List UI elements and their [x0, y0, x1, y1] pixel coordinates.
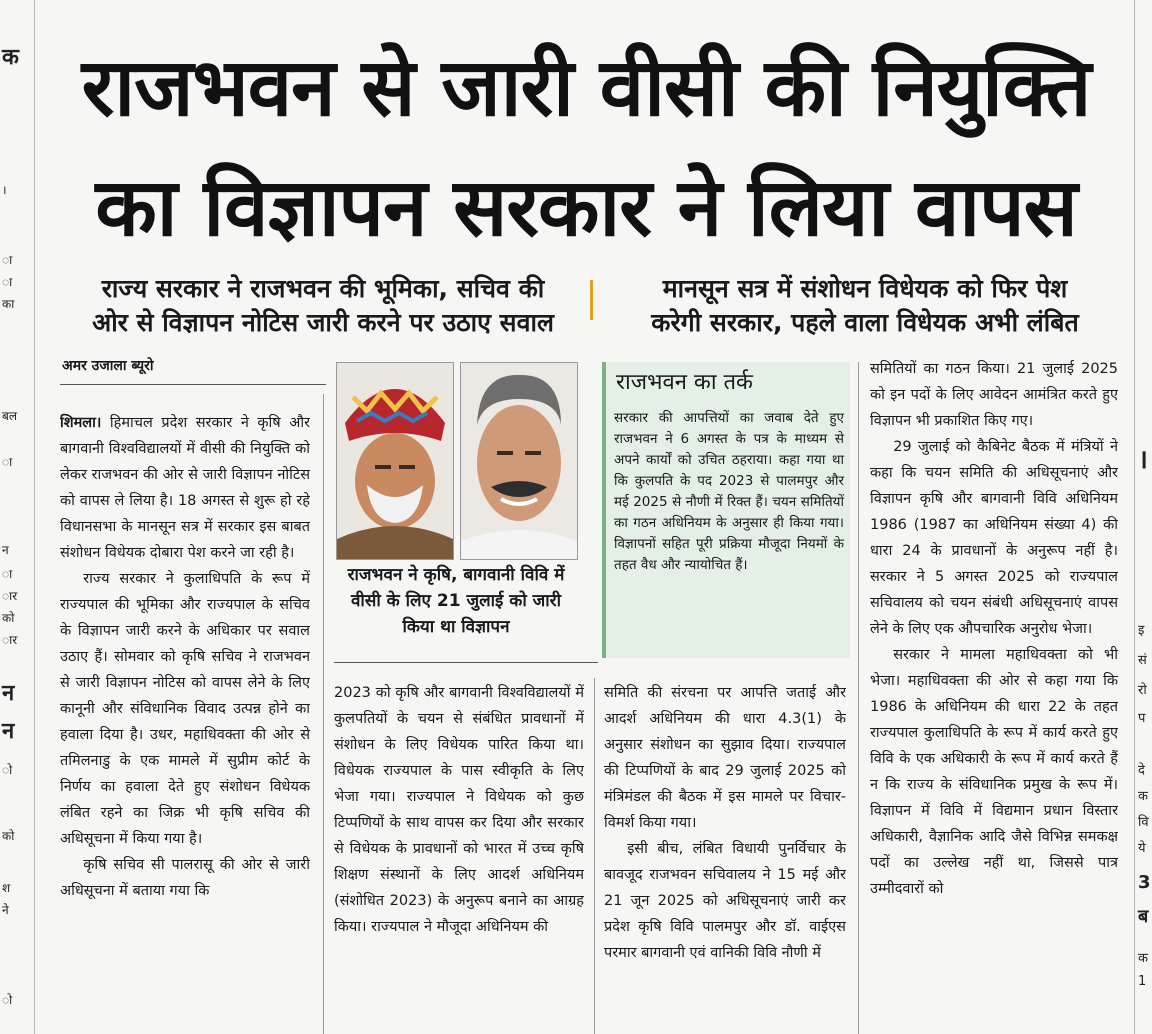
subhead-divider	[590, 280, 593, 320]
paragraph: समिति की संरचना पर आपत्ति जताई और आदर्श अधिनियम की धारा 4.3(1) के अनुसार संशोधन का सुझाव दिया। राज्यपाल की टिप्पणियों के बाद 29 जुलाई 2025 को मंत्रिमंडल की बैठक में इस मामले पर विचार-विमर्श किया गया।	[604, 685, 846, 831]
left-edge-frag: ने	[2, 903, 9, 917]
left-edge-frag: ा	[2, 275, 13, 289]
left-edge-frag: क	[2, 45, 19, 70]
portrait-illustration	[337, 363, 453, 559]
photo-caption: राजभवन ने कृषि, बागवानी विवि में वीसी के लिए 21 जुलाई को जारी किया था विज्ञापन	[347, 565, 565, 637]
right-edge-frag: इ	[1138, 623, 1145, 638]
byline: अमर उजाला ब्यूरो	[62, 358, 154, 374]
headline-line-2: का विज्ञापन सरकार ने लिया वापस	[95, 161, 1077, 254]
right-edge-frag: ।	[1138, 445, 1148, 475]
left-adjacent-column	[0, 0, 35, 1034]
box-body: सरकार की आपत्तियों का जवाब देते हुए राजभवन ने 6 अगस्त के पत्र के माध्यम से अपने कार्यों को उचित ठहराया। कहा गया था कि कुलपति के पद 2023 से पालमपुर और मई 2025 से नौणी में रिक्त हैं। चयन समितियों का गठन अधिनियम के अनुसार ही किया गया। विज्ञापनों सहित पूरी प्रक्रिया मौजूदा नियमों के तहत वैध और न्यायोचित हैं।	[614, 410, 844, 573]
column-divider	[858, 362, 859, 1034]
left-edge-frag: को	[2, 611, 15, 625]
caption-rule	[334, 662, 598, 663]
paragraph: 2023 को कृषि और बागवानी विश्वविद्यालयों में कुलपतियों के चयन से संबंधित प्रावधानों में संशोधन के लिए विधेयक पारित किया था। विधेयक राज्यपाल के पास स्वीकृति के लिए भेजा गया। राज्यपाल ने विधेयक को कुछ टिप्पणियों के साथ वापस कर दिया और सरकार से विधेयक के प्रावधानों को भारत में उच्च कृषि शिक्षण संस्थानों के लिए आदर्श अधिनियम (संशोधित 2023) के अनुरूप बनाने का आग्रह किया। राज्यपाल ने मौजूदा अधिनियम की	[334, 685, 584, 935]
column-divider	[323, 394, 324, 1034]
right-adjacent-column	[1134, 0, 1152, 1034]
subhead-right-line-2: करेगी सरकार, पहले वाला विधेयक अभी लंबित	[651, 308, 1079, 337]
left-edge-frag: श	[2, 881, 11, 895]
headline-line-1: राजभवन से जारी वीसी की नियुक्ति	[81, 41, 1091, 134]
subhead-left	[58, 272, 588, 340]
right-edge-frag: ब	[1138, 906, 1149, 927]
left-edge-frag: न	[2, 543, 9, 557]
lead-paragraph	[60, 410, 310, 566]
subhead-left-line-1: राज्य सरकार ने राजभवन की भूमिका, सचिव की	[101, 274, 545, 303]
left-edge-frag: ार	[2, 633, 18, 647]
paragraph: कृषि सचिव सी पालरासू की ओर से जारी अधिसूचना में बताया गया कि	[60, 857, 310, 899]
left-edge-frag: बल	[2, 409, 17, 423]
left-edge-frag: न	[2, 681, 15, 706]
subhead-right-line-1: मानसून सत्र में संशोधन विधेयक को फिर पेश	[662, 274, 1068, 303]
article-column-2	[334, 680, 584, 1034]
dateline: शिमला।	[60, 415, 102, 431]
article-column-1	[60, 410, 310, 1034]
left-edge-frag: ो	[2, 993, 13, 1007]
right-edge-frag: 3	[1138, 872, 1151, 893]
left-edge-frag: ा	[2, 253, 13, 267]
portrait-illustration	[461, 363, 577, 559]
person-photo-left	[336, 362, 454, 560]
right-edge-frag: प	[1138, 711, 1146, 726]
right-edge-frag: रो	[1138, 683, 1147, 698]
paragraph: समितियों का गठन किया। 21 जुलाई 2025 को इन पदों के लिए आवेदन आमंत्रित करते हुए विज्ञापन भी प्रकाशित किए गए।	[870, 361, 1118, 429]
right-edge-frag: वि	[1138, 815, 1149, 830]
person-photo-right	[460, 362, 578, 560]
article-column-4	[870, 356, 1118, 1034]
right-edge-frag: क	[1138, 951, 1148, 966]
paragraph: राज्य सरकार ने कुलाधिपति के रूप में राज्यपाल की भूमिका और राज्यपाल के सचिव के विज्ञापन जारी करने के अधिकार पर सवाल उठाए हैं। सोमवार को कृषि सचिव ने राजभवन से जारी विज्ञापन नोटिस को वापस लेने के लिए कानूनी और संविधानिक विवाद उत्पन्न होने का हवाला दिया है। उधर, महाधिवक्ता की ओर से तमिलनाडु के एक मामले में सुप्रीम कोर्ट के निर्णय का हवाला देते हुए संशोधन विधेयक लंबित रहने का जिक्र भी कृषि सचिव की अधिसूचना में किया गया है।	[60, 571, 310, 847]
paragraph-text: हिमाचल प्रदेश सरकार ने कृषि और बागवानी विश्वविद्यालयों में वीसी की नियुक्ति को लेकर राजभवन की ओर से जारी विज्ञापन नोटिस को वापस ले लिया है। 18 अगस्त से शुरू हो रहे विधानसभा के मानसून सत्र में सरकार इस बाबत संशोधन विधेयक दोबारा पेश करने जा रही है।	[60, 415, 310, 561]
right-edge-frag: क	[1138, 789, 1148, 804]
right-edge-frag: 1	[1138, 974, 1147, 989]
left-edge-frag: को	[2, 829, 15, 843]
rajbhavan-argument-box	[602, 362, 850, 658]
left-edge-frag: ।	[2, 183, 7, 197]
left-edge-frag: ा	[2, 455, 13, 469]
left-edge-frag: ार	[2, 589, 18, 603]
subhead-right	[600, 272, 1130, 340]
left-edge-frag: का	[2, 297, 15, 311]
subhead-left-line-2: ओर से विज्ञापन नोटिस जारी करने पर उठाए सवाल	[92, 308, 554, 337]
left-edge-frag: न	[2, 719, 15, 744]
right-edge-frag: सं	[1138, 653, 1147, 668]
article-column-3	[604, 680, 846, 1034]
paragraph: सरकार ने मामला महाधिवक्ता को भी भेजा। महाधिवक्ता की ओर से कहा गया कि 1986 के अधिनियम की धारा 22 के तहत राज्यपाल कुलाधिपति के रूप में कार्य करते हुए विवि के एक अधिकारी के रूप में कार्य करते हैं न कि राज्य के संविधानिक प्रमुख के रूप में। विज्ञापन में विवि में विद्यमान प्रधान विस्तार अधिकारी, वैज्ञानिक आदि जैसे विभिन्न समकक्ष पदों का उल्लेख नहीं था, जिससे पात्र उम्मीदवारों को	[870, 647, 1118, 897]
left-edge-frag: ा	[2, 567, 13, 581]
paragraph: 29 जुलाई को कैबिनेट बैठक में मंत्रियों ने कहा कि चयन समिति की अधिसूचनाएं और विज्ञापन कृषि और बागवानी विवि अधिनियम 1986 (1987 का अधिनियम संख्या 4) की धारा 24 के प्रावधानों के अनुरूप नहीं है। सरकार ने 5 अगस्त 2025 को राज्यपाल सचिवालय को चयन संबंधी अधिसूचनाएं वापस लेने के लिए एक औपचारिक अनुरोध भेजा।	[870, 439, 1118, 637]
left-edge-frag: ो	[2, 763, 13, 777]
right-edge-frag: दे	[1138, 763, 1145, 778]
paragraph: इसी बीच, लंबित विधायी पुनर्विचार के बावजूद राजभवन सचिवालय ने 15 मई और 21 जून 2025 को अधिसूचनाएं जारी कर प्रदेश कृषि विवि पालमपुर और डॉ. वाईएस परमार बागवानी एवं वानिकी विवि नौणी में	[604, 841, 846, 961]
box-title: राजभवन का तर्क	[616, 370, 753, 395]
column-divider	[594, 678, 595, 1034]
byline-rule	[60, 384, 326, 385]
photo-group	[334, 362, 578, 560]
right-edge-frag: ये	[1138, 841, 1146, 856]
